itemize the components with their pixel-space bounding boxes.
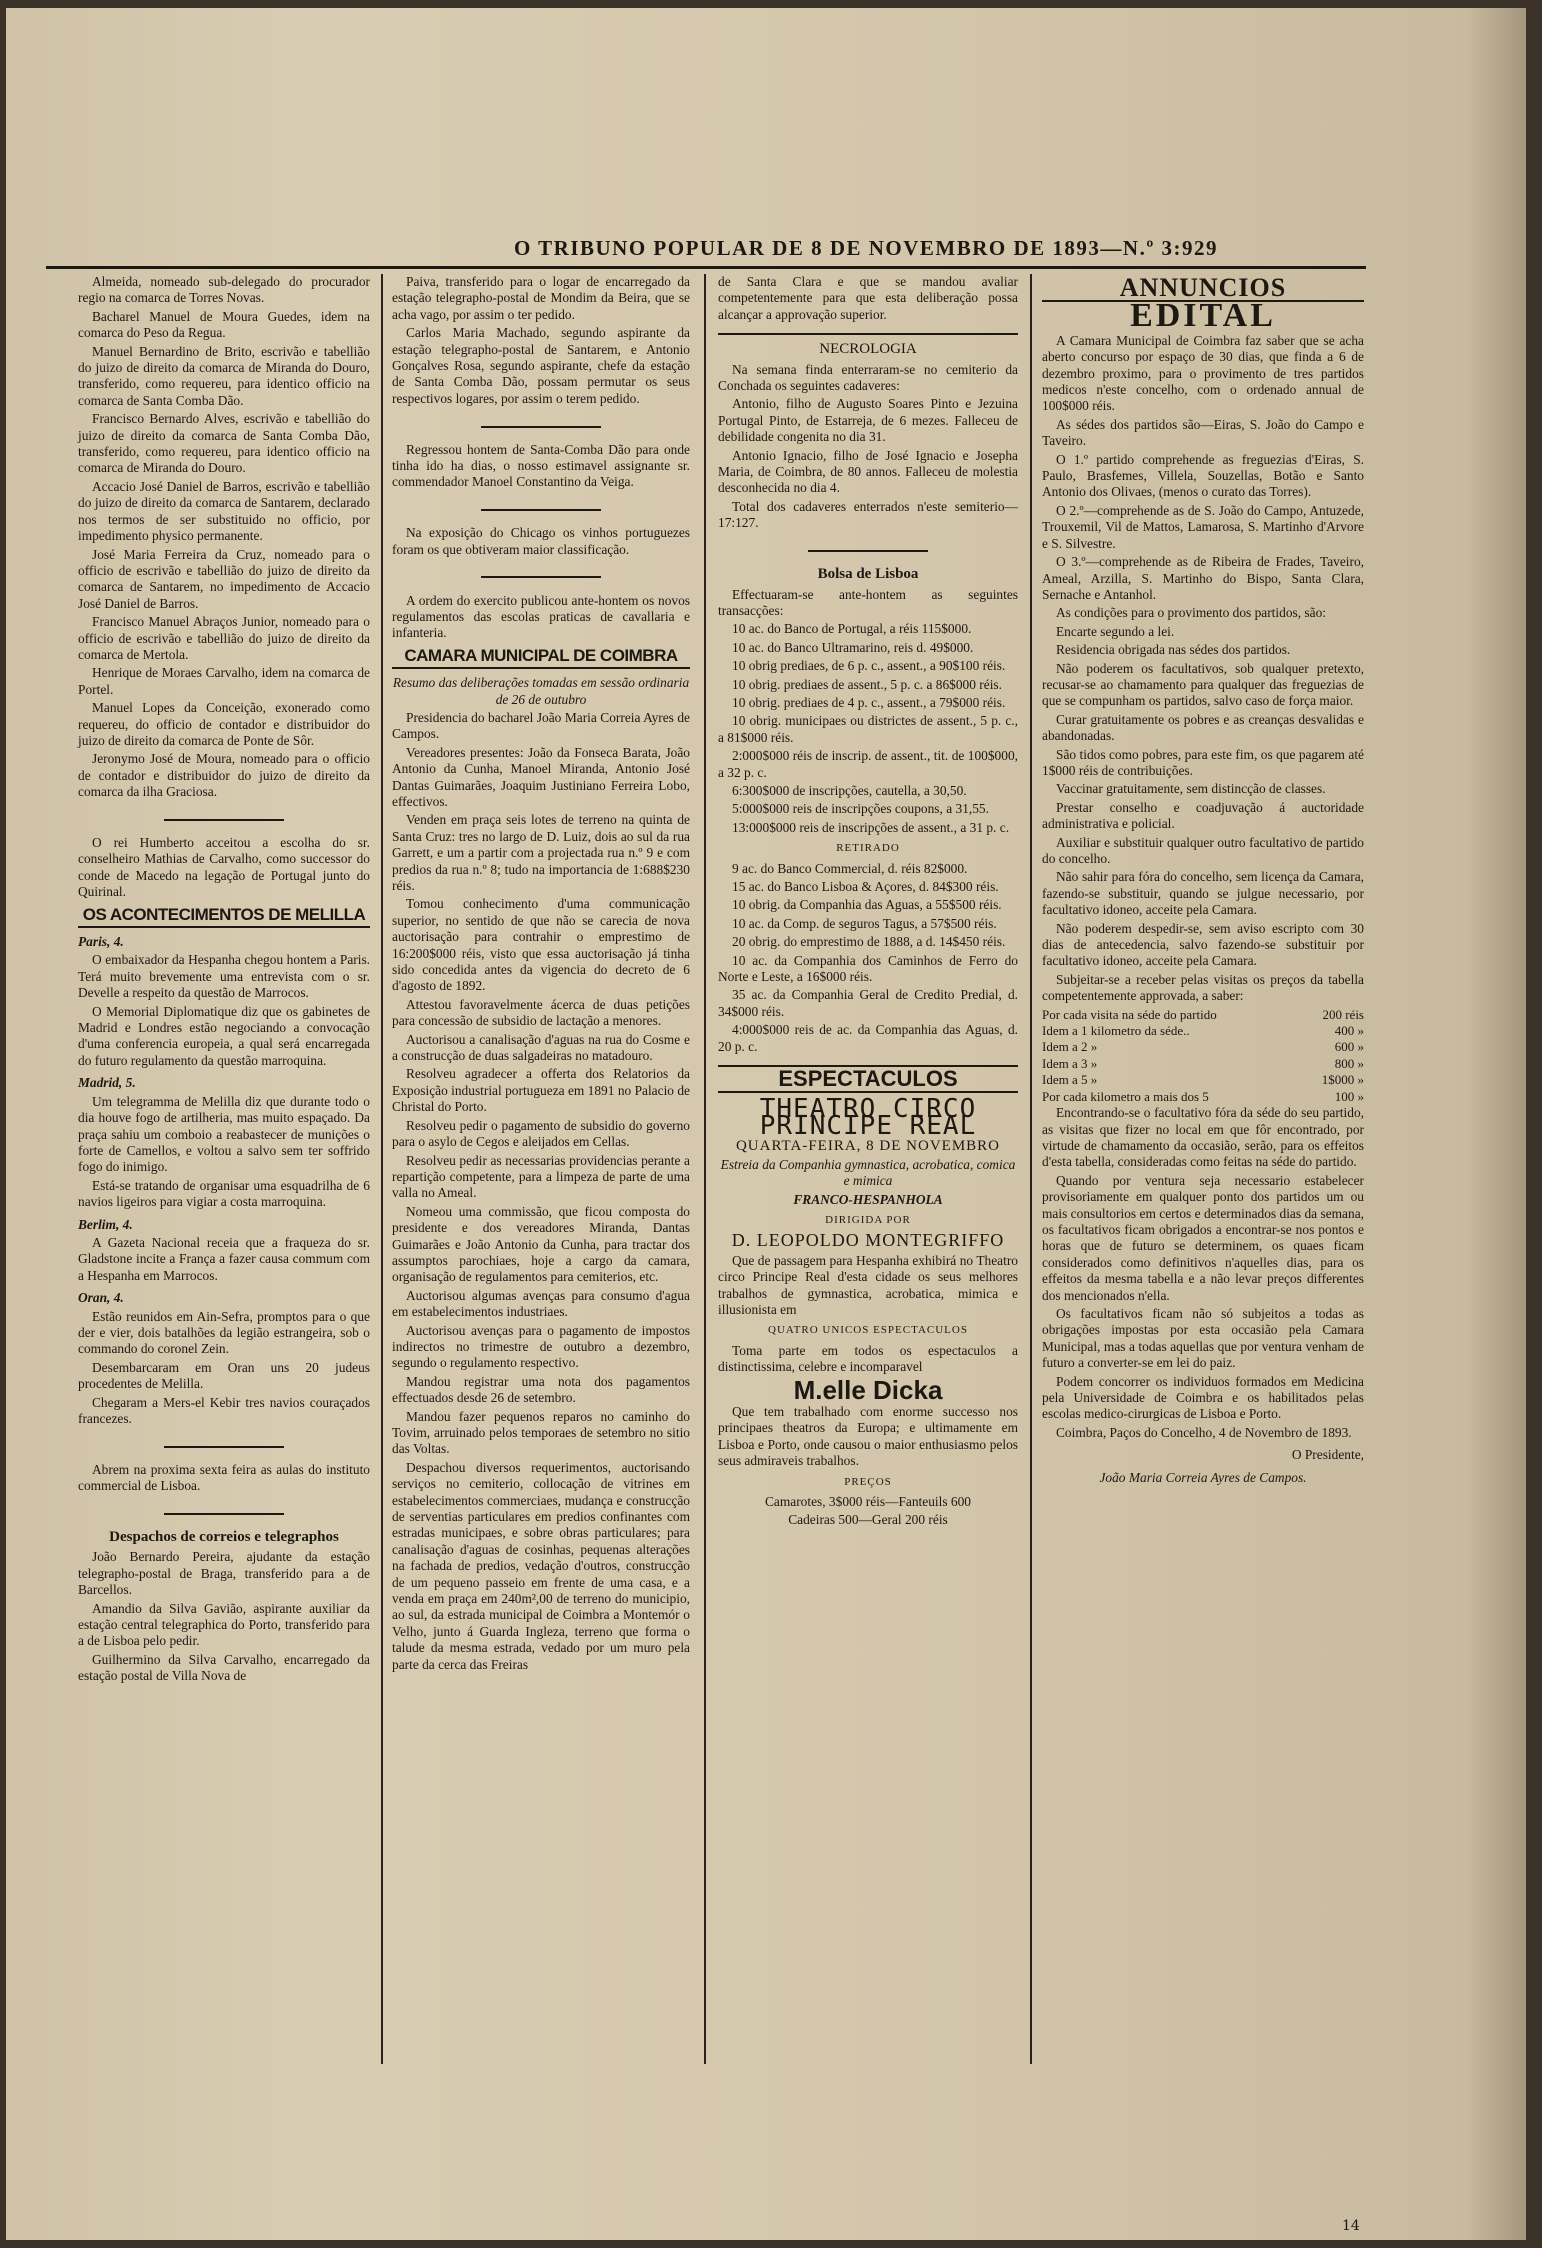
deliberation-entry: Attestou favoravelmente ácerca de duas petições para concessão de subsidio de lactação a menores.: [392, 996, 690, 1029]
separator: [392, 417, 690, 433]
edital-date: Coimbra, Paços do Concelho, 4 de Novembro de 1893.: [1056, 1424, 1352, 1440]
despacho-entry: Paiva, transferido para o logar de encarregado da estação telegrapho-postal de Mondim da Beira, que se acha vago, por assim o ter pedido.: [392, 274, 690, 322]
despacho-entry: Amandio da Silva Gavião, aspirante auxiliar da estação central telegraphica do Porto, transferido para a de Lisboa pelo pedir.: [78, 1600, 370, 1649]
necrologia-heading: NECROLOGIA: [718, 333, 1018, 357]
deliberation-entry: Despachou diversos requerimentos, auctorisando serviços no cemiterio, collocação de vitrines em estabelecimentos commerciaes, mudança e construcção de serventias particulares em predios confinantes com estradas municipaes, e sobre obras particulares; para canalisação d'aguas de cosinhas, pequenas alterações na fachada de predios, vedação d'outros, construcção de um pequeno passeio em frente de uma casa, e a venda em praça em 240m²,00 de terreno do municipio, ao sul, da estrada municipal de Coimbra a Montemór o Velho, junto á Guarda Ingleza, terreno que forma o talude da mesma estrada, vedado por um muro pela parte da cerca das Freiras: [392, 1459, 690, 1672]
bolsa-entry: 10 obrig. prediaes de assent., 5 p. c. a 86$000 réis.: [732, 676, 1002, 692]
deliberation-entry: Mandou fazer pequenos reparos no caminho do Tovim, arruinado pelos temporaes de setembro no sitio das Voltas.: [392, 1408, 690, 1457]
despacho-entry: Guilhermino da Silva Carvalho, encarregado da estação postal de Villa Nova de: [78, 1651, 370, 1684]
deliberation-entry: Vereadores presentes: João da Fonseca Barata, João Antonio da Cunha, Manoel Miranda, Antonio José Dantas Guimarães, Joaquim Justiniano Ferreira Lobo, effectivos.: [392, 744, 690, 809]
dateline: Madrid, 5.: [78, 1075, 136, 1091]
edital-paragraph: Subjeitar-se a receber pelas visitas os preços da tabella competentemente approvada, a saber:: [1042, 971, 1364, 1004]
price-label: Idem a 2 »: [1042, 1039, 1098, 1055]
edital-paragraph: Não poderem os facultativos, sob qualquer pretexto, recusar-se ao chamamento para qualquer das freguezias de que se compunham os partidos, salvo caso de força maior.: [1042, 660, 1364, 709]
camara-continued: de Santa Clara e que se mandou avaliar competentemente para que esta deliberação possa alcançar a approvação superior.: [718, 274, 1018, 322]
rei-humberto-notice: O rei Humberto acceitou a escolha do sr. conselheiro Mathias de Carvalho, como successor do conde de Macedo na legação de Portugal junto do Quirinal.: [78, 835, 370, 900]
separator: [78, 811, 370, 827]
presidente-label: O Presidente,: [1291, 1447, 1364, 1463]
exercito-notice: A ordem do exercito publicou ante-hontem os novos regulamentos das escolas praticas de cavallaria e infanteria.: [392, 592, 690, 641]
theatre-title: THEATRO CIRCO PRINCIPE REAL: [759, 1094, 977, 1141]
edital-paragraph: Podem concorrer os individuos formados em Medicina pela Universidade de Coimbra e os habilitados pelas escolas medico-cirurgicas de Lisboa e Porto.: [1042, 1373, 1364, 1422]
bolsa-transactions: [718, 621, 1018, 836]
necrologia-entry: Total dos cadaveres enterrados n'este semiterio—17:127.: [718, 498, 1018, 531]
price-row: [1042, 1072, 1364, 1088]
deliberation-entry: Resolveu pedir o pagamento de subsidio do governo para o asylo de Cegos e aleijados em Cellas.: [392, 1117, 690, 1150]
despachos-list: [78, 1549, 370, 1684]
director-name: D. LEOPOLDO MONTEGRIFFO: [731, 1230, 1005, 1251]
price-value: 600 »: [1334, 1039, 1364, 1055]
price-label: Por cada kilometro a mais dos 5: [1042, 1088, 1209, 1104]
aulas-notice: Abrem na proxima sexta feira as aulas do instituto commercial de Lisboa.: [78, 1461, 370, 1494]
camara-heading: CAMARA MUNICIPAL DE COIMBRA: [392, 648, 690, 669]
news-item: O embaixador da Hespanha chegou hontem a Paris. Terá muito brevemente uma entrevista com o sr. Develle a respeito da questão de Marrocos.: [78, 952, 370, 1001]
precos-label: PREÇOS: [844, 1475, 892, 1488]
despacho-entry: Carlos Maria Machado, segundo aspirante da estação telegrapho-postal de Santarem, e Antonio Gonçalves Rosa, segundo aspirante, chefe da estação de Santa Comba Dão, possam permutar os seus respectivos logares, por assim o terem pedido.: [392, 325, 690, 406]
espectaculos-heading: ESPECTACULOS: [718, 1065, 1018, 1093]
annuncios-heading: ANNUNCIOS: [1042, 280, 1364, 302]
edital-paragraph: As sédes dos partidos são—Eiras, S. João do Campo e Taveiro.: [1042, 416, 1364, 449]
despachos-continued: [392, 274, 690, 407]
visit-price-table: [1042, 1007, 1364, 1105]
chicago-notice: Na exposição do Chicago os vinhos portuguezes foram os que obtiveram maior classificação.: [392, 525, 690, 557]
column-2: [392, 274, 690, 1675]
deliberation-entry: Presidencia do bacharel João Maria Correia Ayres de Campos.: [392, 709, 690, 742]
edital-paragraph: Os facultativos ficam não só subjeitos a todas as obrigações impostas por esta occasião pela Camara Municipal, mas a todas aquellas que por ventura venham de futuro a converter-se em lei do paiz.: [1042, 1305, 1364, 1371]
edital-paragraph: Encontrando-se o facultativo fóra da séde do seu partido, as visitas que fizer no local em que fôr encontrado, por virtude de chamamento da occasião, serão, para os effeitos d'esta tabella, consideradas como feitas na séde do partido.: [1042, 1105, 1364, 1170]
edital-paragraph: As condições para o provimento dos partidos, são:: [1056, 605, 1326, 621]
column-rule-2: [704, 274, 706, 2064]
dateline: Berlim, 4.: [78, 1216, 133, 1232]
news-item: A Gazeta Nacional receia que a fraqueza do sr. Gladstone incite a França a fazer causa commum com a Hespanha em Marrocos.: [78, 1234, 370, 1283]
separator: [392, 568, 690, 584]
edital-paragraph: Quando por ventura seja necessario estabelecer provisoriamente em qualquer ponto dos partidos um ou mais consultorios em certos e determinados dias da semana, os facultativos ficam obrigados a encontrar-se nos pontos e horas que de futuro se determinem, os quaes ficam considerados como definitivos n'aquelles dias, para os effeitos da mesma tabella e a não levar preços differentes dos mencionados n'ella.: [1042, 1172, 1364, 1303]
deliberation-entry: Venden em praça seis lotes de terreno na quinta de Santa Cruz: tres no largo de D. Luiz, dois ao sul da rua Garrett, e um a partir com a projectada rua n.º 9 e com predios da rua n.º 8; tudo na importancia de 1:688$230 réis.: [392, 812, 690, 893]
regressou-notice: Regressou hontem de Santa-Comba Dão para onde tinha ido ha dias, o nosso estimavel assignante sr. commendador Manoel Constantino da Veiga.: [392, 441, 690, 490]
news-item: O Memorial Diplomatique diz que os gabinetes de Madrid e Londres estão negociando a convocação d'uma conferencia europeia, a qual será encarregada do futuro regulamento da questão marroquina.: [78, 1003, 370, 1068]
bolsa-entry: 13:000$000 reis de inscripções de assent., a 31 p. c.: [732, 819, 1010, 835]
deliberation-entry: Mandou registrar uma nota dos pagamentos effectuados desde 26 de setembro.: [392, 1373, 690, 1406]
retirado-entry: 10 obrig. da Companhia das Aguas, a 55$500 réis.: [732, 897, 1002, 913]
edital-paragraph: O 1.º partido comprehende as freguezias d'Eiras, S. Paulo, Brasfemes, Villela, Souzellas, Botão e Santo Antonio dos Olivaes, (menos o curato das Torres).: [1042, 451, 1364, 500]
appointment-entry: Bacharel Manuel de Moura Guedes, idem na comarca do Peso da Regua.: [78, 308, 370, 341]
dirigida-label: DIRIGIDA POR: [825, 1213, 911, 1226]
retirado-entry: 15 ac. do Banco Lisboa & Açores, d. 84$300 réis.: [732, 879, 999, 894]
performer-name: M.elle Dicka: [793, 1374, 943, 1405]
franco-hespanhola: FRANCO-HESPANHOLA: [793, 1191, 943, 1207]
separator: [392, 501, 690, 517]
price-row: [1042, 1089, 1364, 1105]
appointment-entry: Jeronymo José de Moura, nomeado para o officio de contador e distribuidor do juizo de direito da comarca da ilha Graciosa.: [78, 751, 370, 800]
camara-subheading: Resumo das deliberações tomadas em sessão ordinaria de 26 de outubro: [392, 675, 690, 707]
deliberation-entry: Auctorisou a canalisação d'aguas na rua do Cosme e a construcção de duas salgadeiras no matadouro.: [392, 1031, 690, 1064]
newspaper-page: [6, 8, 1526, 2240]
page-number: 14: [1342, 2218, 1360, 2234]
appointment-entry: Almeida, nomeado sub-delegado do procurador regio na comarca de Torres Novas.: [78, 274, 370, 306]
separator: [78, 1505, 370, 1521]
edital-paragraph: Não sahir para fóra do concelho, sem licença da Camara, fazendo-se substituir, quando se julgue necessario, por facultativo idoneo, acceite pela Camara.: [1042, 869, 1364, 918]
passagem-text: Que de passagem para Hespanha exhibirá no Theatro circo Principe Real d'esta cidade os seus melhores trabalhos de gymnastica, acrobatica, mimica e illusionista em: [718, 1252, 1018, 1317]
dateline: Paris, 4.: [78, 934, 124, 950]
retirado-entry: 9 ac. do Banco Commercial, d. réis 82$000.: [732, 860, 968, 876]
deliberation-entry: Resolveu pedir as necessarias providencias perante a repartição competente, para a limpeza de parte de uma valla no Ameal.: [392, 1152, 690, 1201]
column-1: [78, 274, 370, 1687]
necrologia-entry: Antonio, filho de Augusto Soares Pinto e Jezuina Portugal Pinto, de Estarreja, de 6 mezes. Falleceu de debilidade congenita no dia 31.: [718, 396, 1018, 445]
edital-paragraph: Auxiliar e substituir qualquer outro facultativo de partido do concelho.: [1042, 834, 1364, 866]
bolsa-entry: 10 obrig prediaes, de 6 p. c., assent., a 90$100 réis.: [732, 658, 1006, 674]
necrologia-list: [718, 362, 1018, 532]
news-item: Estão reunidos em Ain-Sefra, promptos para o que der e vier, dois batalhões da legião estrangeira, sob o commando do coronel Zein.: [78, 1308, 370, 1357]
separator: [718, 542, 1018, 558]
dateline: Oran, 4.: [78, 1290, 124, 1306]
column-rule-3: [1030, 274, 1032, 2064]
price-label: Idem a 5 »: [1042, 1072, 1098, 1088]
price-value: 1$000 »: [1321, 1072, 1364, 1088]
precos-line-1: Camarotes, 3$000 réis—Fanteuils 600: [764, 1494, 972, 1509]
bolsa-entry: 10 obrig. prediaes de 4 p. c., assent., a 79$000 réis.: [732, 694, 1006, 710]
edital-paragraph: O 3.º—comprehende as de Ribeira de Frades, Taveiro, Ameal, Arzilla, S. Martinho do Bispo, Santa Clara, Sernache e Antanhol.: [1042, 554, 1364, 602]
retirado-entry: 10 ac. da Companhia dos Caminhos de Ferro do Norte e Leste, a 16$000 réis.: [718, 952, 1018, 985]
news-item: Chegaram a Mers-el Kebir tres navios couraçados francezes.: [78, 1394, 370, 1426]
appointment-entry: Francisco Bernardo Alves, escrivão e tabellião do juizo de direito da comarca de Santa Comba Dão, transferido, como requereu, para identico officio na comarca de Miranda do Douro.: [78, 411, 370, 476]
appointments-list: [78, 274, 370, 801]
price-value: 200 réis: [1322, 1006, 1364, 1022]
edital-text-continued: [1042, 1105, 1364, 1423]
price-value: 800 »: [1334, 1055, 1364, 1071]
news-item: Um telegramma de Melilla diz que durante todo o dia houve fogo de artilheria, mas muito espaçado. Da praça sahiu um comboio a reabastecer de munições o forte de Camellos, e voltou a salvo sem ter soffrido fogo do inimigo.: [78, 1093, 370, 1175]
appointment-entry: Accacio José Daniel de Barros, escrivão e tabellião do juizo de direito da comarca de Santarem, declarado nos termos de ser substituido no officio, por impedimento physico permanente.: [78, 478, 370, 544]
edital-text: [1042, 333, 1364, 1005]
precos-line-2: Cadeiras 500—Geral 200 réis: [788, 1512, 948, 1528]
bolsa-entry: 10 ac. do Banco de Portugal, a réis 115$000.: [732, 621, 972, 637]
retirado-entry: 20 obrig. do emprestimo de 1888, a d. 14$450 réis.: [732, 934, 1006, 950]
despacho-entry: João Bernardo Pereira, ajudante da estação telegrapho-postal de Braga, transferido para a de Barcellos.: [78, 1549, 370, 1598]
bolsa-entry: 10 ac. do Banco Ultramarino, reis d. 49$000.: [732, 639, 974, 655]
deliberation-entry: Resolveu agradecer a offerta dos Relatorios da Exposição industrial portugueza em 1891 no Palacio de Christal do Porto.: [392, 1066, 690, 1115]
toma-parte-text: Toma parte em todos os espectaculos a distinctissima, celebre e incomparavel: [718, 1342, 1018, 1375]
price-value: 400 »: [1334, 1023, 1364, 1039]
masthead: O TRIBUNO POPULAR DE 8 DE NOVEMBRO DE 1893—N.º 3:929: [513, 236, 1219, 260]
appointment-entry: Francisco Manuel Abraços Junior, nomeado para o officio de escrivão e tabellião do juizo de direito da comarca de Mertola.: [78, 614, 370, 662]
retirado-entry: 10 ac. da Comp. de seguros Tagus, a 57$500 réis.: [732, 915, 997, 931]
theatre-date: QUARTA-FEIRA, 8 DE NOVEMBRO: [735, 1138, 1001, 1155]
retirado-label: RETIRADO: [836, 842, 900, 855]
bolsa-entry: 10 obrig. municipaes ou districtes de assent., 5 p. c., a 81$000 réis.: [718, 713, 1018, 745]
page-shadow: [1466, 8, 1526, 2240]
price-row: [1042, 1039, 1364, 1055]
separator: [78, 1437, 370, 1453]
edital-paragraph: O 2.º—comprehende as de S. João do Campo, Antuzede, Trouxemil, Vil de Mattos, Lamarosa, S. Martinho d'Arvore e S. Silvestre.: [1042, 502, 1364, 551]
deliberation-entry: Tomou conhecimento d'uma communicação superior, no sentido de que não se carecia de nova auctorisação para contrahir o emprestimo de 16:200$000 réis, visto que essa auctorisação já tinha sido concedida antes da vigencia do decreto de 6 d'agosto de 1892.: [392, 896, 690, 994]
edital-paragraph: Prestar conselho e coadjuvação á auctoridade administrativa e policial.: [1042, 799, 1364, 832]
edital-paragraph: São tidos como pobres, para este fim, os que pagarem até 1$000 réis de contribuições.: [1042, 746, 1364, 778]
presidente-signature: João Maria Correia Ayres de Campos.: [1099, 1469, 1307, 1485]
edital-paragraph: Não poderem despedir-se, sem aviso escripto com 30 dias de antecedencia, salvo fazendo-se substituir por facultativo idoneo, acceite pela Camara.: [1042, 920, 1364, 969]
necrologia-entry: Na semana finda enterraram-se no cemiterio da Conchada os seguintes cadaveres:: [718, 361, 1018, 394]
melilla-heading: OS ACONTECIMENTOS DE MELILLA: [78, 907, 370, 928]
necrologia-entry: Antonio Ignacio, filho de José Ignacio e Josepha Maria, de Coimbra, de 80 annos. Falleceu de molestia desconhecida no dia 4.: [718, 447, 1018, 496]
retirado-transactions: [718, 861, 1018, 1055]
news-item: Está-se tratando de organisar uma esquadrilha de 6 navios ligeiros para vigiar a costa marroquina.: [78, 1177, 370, 1210]
masthead-rule: [46, 266, 1366, 269]
bolsa-intro: Effectuaram-se ante-hontem as seguintes transacções:: [718, 586, 1018, 618]
despachos-heading: Despachos de correios e telegraphos: [109, 1529, 339, 1546]
appointment-entry: Henrique de Moraes Carvalho, idem na comarca de Portel.: [78, 665, 370, 697]
edital-paragraph: Encarte segundo a lei.: [1056, 623, 1175, 639]
price-label: Idem a 3 »: [1042, 1055, 1098, 1071]
column-rule-1: [381, 274, 383, 2064]
edital-paragraph: A Camara Municipal de Coimbra faz saber que se acha aberto concurso por espaço de 30 dias, que finda a 6 de dezembro proximo, para o provimento de tres partidos medicos n'este concelho, com o ordenado annual de 100$000 réis.: [1042, 332, 1364, 414]
appointment-entry: Manuel Bernardino de Brito, escrivão e tabellião do juizo de direito da comarca de Miranda do Douro, transferido, como requereu, para identico officio na comarca de Santa Comba Dão.: [78, 343, 370, 408]
retirado-entry: 35 ac. da Companhia Geral de Credito Predial, d. 34$000 réis.: [718, 987, 1018, 1019]
edital-heading: EDITAL: [1130, 297, 1276, 335]
estreia-text: Estreia da Companhia gymnastica, acrobatica, comica e mimica: [720, 1156, 1016, 1189]
retirado-entry: 4:000$000 reis de ac. da Companhia das Aguas, d. 20 p. c.: [718, 1022, 1018, 1054]
price-label: Idem a 1 kilometro da séde..: [1042, 1023, 1190, 1039]
news-item: Desembarcaram em Oran uns 20 judeus procedentes de Melilla.: [78, 1359, 370, 1392]
price-value: 100 »: [1334, 1088, 1364, 1104]
camara-deliberations: [392, 710, 690, 1673]
deliberation-entry: Auctorisou avenças para o pagamento de impostos indirectos no trimestre de outubro a dezembro, segundo o regulamento respectivo.: [392, 1322, 690, 1371]
performer-description: Que tem trabalhado com enorme successo nos principaes theatros da Europa; e ultimamente em Lisboa e Porto, onde causou o maior enthusiasmo pelos seus admiraveis trabalhos.: [718, 1403, 1018, 1469]
edital-paragraph: Vaccinar gratuitamente, sem distincção de classes.: [1056, 781, 1326, 797]
appointment-entry: José Maria Ferreira da Cruz, nomeado para o officio de escrivão e tabellião do juizo de direito da comarca de Santarem, no impedimento de Accacio José Daniel de Barros.: [78, 546, 370, 611]
deliberation-entry: Auctorisou algumas avenças para consumo d'agua em estabelecimentos industriaes.: [392, 1287, 690, 1320]
price-row: [1042, 1023, 1364, 1039]
column-3: [718, 274, 1018, 1531]
price-row: [1042, 1007, 1364, 1023]
edital-paragraph: Curar gratuitamente os pobres e as creanças desvalidas e abandonadas.: [1042, 711, 1364, 744]
price-label: Por cada visita na séde do partido: [1042, 1006, 1217, 1022]
bolsa-entry: 2:000$000 réis de inscrip. de assent., tit. de 100$000, a 32 p. c.: [718, 748, 1018, 780]
column-4: [1042, 274, 1364, 1488]
bolsa-entry: 5:000$000 reis de inscripções coupons, a 31,55.: [732, 801, 989, 817]
bolsa-entry: 6:300$000 de inscripções, cautella, a 30,50.: [732, 782, 967, 798]
price-row: [1042, 1056, 1364, 1072]
edital-paragraph: Residencia obrigada nas sédes dos partidos.: [1056, 642, 1291, 658]
deliberation-entry: Nomeou uma commissão, que ficou composta do presidente e dos vereadores Miranda, Dantas Guimarães e João Antonio da Cunha, para tractar dos assumptos parochiaes, hoje a cargo da camara, organisação de regulamentos para cemiterios, etc.: [392, 1203, 690, 1285]
bolsa-heading: Bolsa de Lisboa: [817, 566, 919, 583]
melilla-news: [78, 934, 370, 1427]
quatro-espectaculos: QUATRO UNICOS ESPECTACULOS: [768, 1324, 968, 1337]
appointment-entry: Manuel Lopes da Conceição, exonerado como requereu, do officio de contador e distribuidor do juizo de direito da comarca de Ponte de Sôr.: [78, 700, 370, 748]
